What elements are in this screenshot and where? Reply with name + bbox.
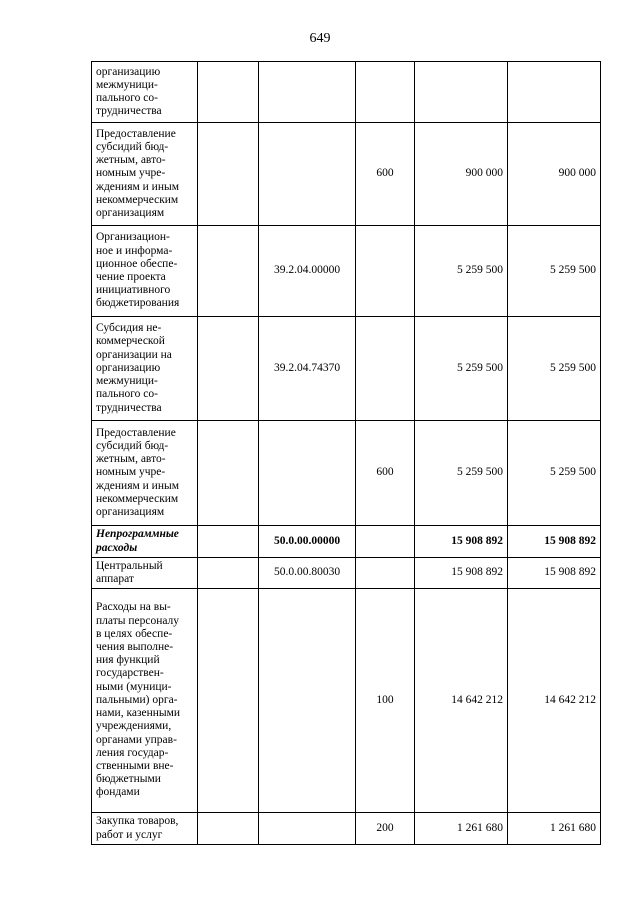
budget-table-body: [92, 62, 601, 845]
row-name-line: субсидий бюд-: [96, 439, 169, 452]
row-name-line: жетным, авто-: [96, 453, 166, 466]
row-name-cell: [92, 62, 198, 123]
row-name-line: чения выполне-: [96, 641, 174, 654]
row-type-cell: [356, 226, 415, 317]
row-empty-cell: [198, 526, 259, 558]
row-empty-cell: [198, 62, 259, 123]
row-name-line: фондами: [96, 786, 140, 799]
row-empty-cell: [198, 813, 259, 845]
row-name-line: жетным, авто-: [96, 154, 166, 167]
budget-table: [91, 61, 601, 845]
row-sum2-cell: 900 000: [508, 123, 601, 226]
page-number: 649: [309, 31, 331, 46]
row-name-line: ния функций: [96, 654, 160, 667]
row-name-line: аппарат: [96, 573, 134, 585]
row-code-cell: [259, 123, 356, 226]
row-empty-cell: [198, 123, 259, 226]
row-sum1-cell: 15 908 892: [415, 526, 508, 558]
row-name-line: пальными) орга-: [96, 693, 178, 706]
row-code-cell: 50.0.00.80030: [259, 558, 356, 589]
row-name-cell: [92, 526, 198, 558]
row-type-cell: 200: [356, 813, 415, 845]
row-code-cell: [259, 421, 356, 526]
row-sum2-cell: 5 259 500: [508, 421, 601, 526]
row-name-line: некоммерческим: [96, 193, 179, 206]
row-name-line: бюджетирования: [96, 297, 180, 310]
table-row: [92, 62, 601, 123]
row-sum1-cell: 5 259 500: [415, 317, 508, 421]
row-sum1-cell: 5 259 500: [415, 226, 508, 317]
row-name-line: трудничества: [96, 105, 162, 118]
row-type-cell: [356, 526, 415, 558]
row-empty-cell: [198, 421, 259, 526]
row-name-line: ное и информа-: [96, 244, 173, 257]
row-name-line: организациям: [96, 506, 165, 518]
row-type-cell: 600: [356, 123, 415, 226]
row-code-cell: 50.0.00.00000: [259, 526, 356, 558]
table-row: [92, 589, 601, 813]
row-sum2-cell: 1 261 680: [508, 813, 601, 845]
row-name-line: государствен-: [96, 667, 164, 680]
row-name-cell: [92, 317, 198, 421]
row-name-line: Субсидия не-: [96, 322, 162, 335]
row-sum1-cell: 5 259 500: [415, 421, 508, 526]
row-name-line: организацию: [96, 65, 161, 78]
row-name-cell: [92, 123, 198, 226]
row-name-line: номным учре-: [96, 167, 166, 180]
row-name-line: организации на: [96, 348, 172, 361]
row-type-cell: [356, 62, 415, 123]
row-name-line: ждениям и иным: [96, 479, 179, 492]
row-name-line: пального со-: [96, 92, 158, 104]
row-name-cell: [92, 226, 198, 317]
row-sum1-cell: 900 000: [415, 123, 508, 226]
row-name-line: учреждениями,: [96, 720, 172, 733]
row-name-line: инициативного: [96, 284, 171, 297]
row-sum1-cell: 1 261 680: [415, 813, 508, 845]
table-row: [92, 526, 601, 558]
row-sum2-cell: [508, 62, 601, 123]
row-name-line: органами управ-: [96, 733, 177, 746]
row-name-line: трудничества: [96, 401, 162, 414]
row-name-cell: [92, 421, 198, 526]
table-row: [92, 226, 601, 317]
row-sum2-cell: 5 259 500: [508, 317, 601, 421]
row-name-line: организациям: [96, 207, 165, 219]
row-name-line: Расходы на вы-: [96, 601, 171, 614]
row-name-line: пального со-: [96, 388, 158, 401]
row-type-cell: [356, 317, 415, 421]
row-name-line: Закупка товаров,: [96, 815, 179, 828]
row-name-line: Организацион-: [96, 231, 170, 244]
row-code-cell: 39.2.04.74370: [259, 317, 356, 421]
row-name-line: чение проекта: [96, 271, 166, 283]
row-name-cell: [92, 813, 198, 845]
row-name-cell: [92, 558, 198, 589]
row-name-line: Предоставление: [96, 426, 176, 439]
table-row: [92, 813, 601, 845]
row-name-line: Предоставление: [96, 127, 176, 140]
row-code-cell: [259, 813, 356, 845]
row-name-line: некоммерческим: [96, 492, 179, 505]
row-sum1-cell: 14 642 212: [415, 589, 508, 813]
row-name-line: межмуници-: [96, 375, 158, 388]
row-empty-cell: [198, 226, 259, 317]
row-type-cell: 600: [356, 421, 415, 526]
row-sum2-cell: 5 259 500: [508, 226, 601, 317]
row-name-line: субсидий бюд-: [96, 140, 169, 153]
row-name-line: номным учре-: [96, 466, 166, 479]
table-row: [92, 558, 601, 589]
row-name-line: ждениям и иным: [96, 180, 179, 193]
row-type-cell: 100: [356, 589, 415, 813]
row-name-line: организацию: [96, 361, 161, 374]
row-code-cell: 39.2.04.00000: [259, 226, 356, 317]
row-empty-cell: [198, 589, 259, 813]
row-code-cell: [259, 589, 356, 813]
row-code-cell: [259, 62, 356, 123]
row-name-line: в целях обеспе-: [96, 627, 173, 640]
row-sum2-cell: 15 908 892: [508, 558, 601, 589]
row-name-line: платы персоналу: [96, 614, 180, 627]
row-type-cell: [356, 558, 415, 589]
table-row: [92, 421, 601, 526]
row-name-line: работ и услуг: [96, 828, 163, 841]
row-name-line: ственными вне-: [96, 759, 174, 772]
row-sum2-cell: 15 908 892: [508, 526, 601, 558]
row-name-line: Центральный: [96, 559, 163, 572]
row-empty-cell: [198, 558, 259, 589]
row-name-line: нами, казенными: [96, 707, 181, 720]
row-empty-cell: [198, 317, 259, 421]
row-name-line: Непрограммные: [96, 528, 179, 541]
row-name-cell: [92, 589, 198, 813]
row-name-line: ными (муници-: [96, 680, 172, 693]
row-sum2-cell: 14 642 212: [508, 589, 601, 813]
row-name-line: межмуници-: [96, 78, 158, 91]
row-sum1-cell: [415, 62, 508, 123]
table-row: [92, 123, 601, 226]
row-name-line: ления государ-: [96, 746, 169, 759]
row-name-line: бюджетными: [96, 773, 161, 786]
row-name-line: ционное обеспе-: [96, 257, 178, 270]
row-name-line: коммерческой: [96, 335, 165, 348]
row-sum1-cell: 15 908 892: [415, 558, 508, 589]
row-name-line: расходы: [96, 541, 138, 554]
table-row: [92, 317, 601, 421]
